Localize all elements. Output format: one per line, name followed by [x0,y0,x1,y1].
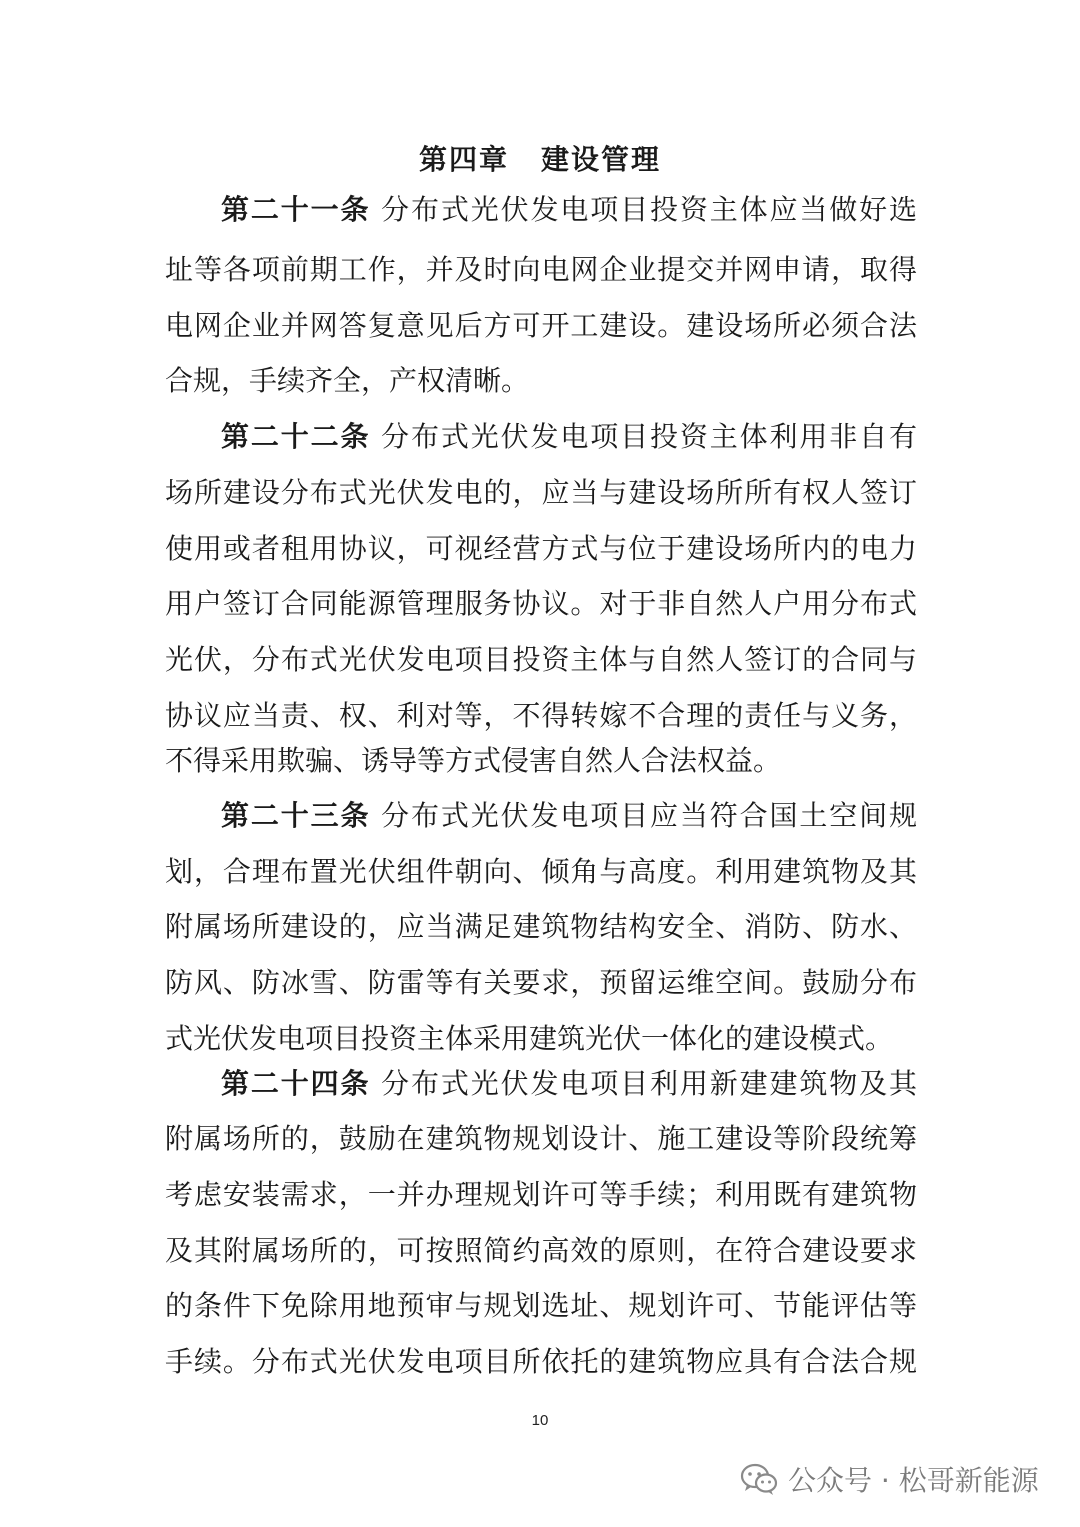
article-text: 分布式光伏发电项目投资主体应当做好选 [381,193,917,226]
article-text: 分布式光伏发电项目应当符合国土空间规 [381,799,917,832]
article-22-line-7: 不得采用欺骗、诱导等方式侵害自然人合法权益。 [165,744,782,777]
article-text: 分布式光伏发电项目投资主体利用非自有 [381,420,917,453]
article-22-line-3: 使用或者租用协议，可视经营方式与位于建设场所内的电力 [165,532,917,565]
article-22-line-4: 用户签订合同能源管理服务协议。对于非自然人户用分布式 [165,587,917,620]
article-22-line-1 [221,417,917,457]
article-text: 分布式光伏发电项目利用新建建筑物及其 [381,1067,917,1100]
article-23-line-1 [221,796,917,836]
chapter-title: 建设管理 [541,143,662,176]
article-24-line-5: 的条件下免除用地预审与规划选址、规划许可、节能评估等 [165,1289,917,1322]
article-22-line-6: 协议应当责、权、利对等，不得转嫁不合理的责任与义务， [165,699,917,732]
article-23-line-5: 式光伏发电项目投资主体采用建筑光伏一体化的建设模式。 [165,1022,894,1055]
article-21-line-3: 电网企业并网答复意见后方可开工建设。建设场所必须合法 [165,309,917,342]
article-24-line-6: 手续。分布式光伏发电项目所依托的建筑物应具有合法合规 [165,1345,917,1378]
article-label: 第二十三条 [221,799,371,832]
chapter-heading [0,138,1080,178]
article-22-line-5: 光伏，分布式光伏发电项目投资主体与自然人签订的合同与 [165,643,917,676]
wechat-icon [740,1462,778,1496]
article-21-line-2: 址等各项前期工作，并及时向电网企业提交并网申请，取得 [165,253,917,286]
article-24-line-2: 附属场所的，鼓励在建筑物规划设计、施工建设等阶段统筹 [165,1122,917,1155]
chapter-number: 第四章 [418,143,509,176]
article-24-line-4: 及其附属场所的，可按照简约高效的原则，在符合建设要求 [165,1234,917,1267]
article-23-line-2: 划，合理布置光伏组件朝向、倾角与高度。利用建筑物及其 [165,855,917,888]
article-24-line-3: 考虑安装需求，一并办理规划许可等手续；利用既有建筑物 [165,1178,917,1211]
article-21-line-4: 合规，手续齐全，产权清晰。 [165,364,530,397]
page-number: 10 [531,1412,549,1429]
article-23-line-4: 防风、防冰雪、防雷等有关要求，预留运维空间。鼓励分布 [165,966,917,999]
article-label: 第二十一条 [221,193,371,226]
article-23-line-3: 附属场所建设的，应当满足建筑物结构安全、消防、防水、 [165,910,917,943]
article-label: 第二十二条 [221,420,371,453]
watermark-text: 公众号 · 松哥新能源 [788,1464,1039,1497]
article-24-line-1 [221,1064,917,1104]
article-21-line-1 [221,190,917,230]
article-22-line-2: 场所建设分布式光伏发电的，应当与建设场所所有权人签订 [165,476,917,509]
wechat-watermark [740,1455,1039,1503]
article-label: 第二十四条 [221,1067,371,1100]
